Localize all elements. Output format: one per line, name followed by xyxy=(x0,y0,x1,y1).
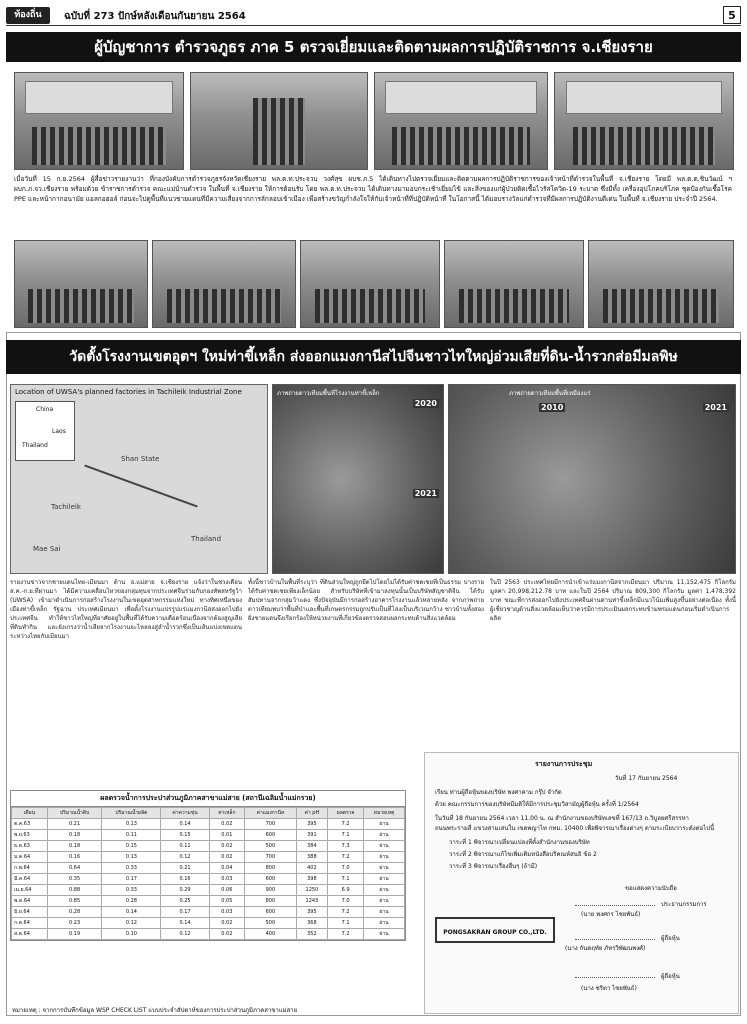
table-cell: 395 xyxy=(296,907,327,918)
table-cell: 7.2 xyxy=(328,929,364,940)
table-cell: 402 xyxy=(296,863,327,874)
table-cell: 0.18 xyxy=(47,830,102,841)
table-row xyxy=(12,874,405,885)
table-cell: 0.25 xyxy=(161,896,209,907)
table-cell: 0.06 xyxy=(209,885,244,896)
table-cell: 7.0 xyxy=(328,896,364,907)
table-cell: 700 xyxy=(245,852,297,863)
table-cell: ผ่าน xyxy=(364,885,405,896)
doc-line-1: ในวันที่ 18 กันยายน 2564 เวลา 11.00 น. ณ สำนักงานของบริษัทเลขที่ 167/13 ถ.วิบูลยศรีสรรหา xyxy=(435,815,689,822)
table-cell: 0.21 xyxy=(47,819,102,830)
doc-date: วันที่ 17 กันยายน 2564 xyxy=(615,775,678,782)
table-cell: 0.02 xyxy=(209,918,244,929)
table-cell: 0.11 xyxy=(102,830,161,841)
table-cell: ผ่าน xyxy=(364,918,405,929)
table-header-cell: ค่าเหล็ก xyxy=(209,808,244,819)
doc-title: รายงานการประชุม xyxy=(535,760,593,768)
table-header-cell: ค่าความขุ่น xyxy=(161,808,209,819)
table-cell: 400 xyxy=(245,929,297,940)
table-cell: 0.14 xyxy=(161,918,209,929)
table-cell: 600 xyxy=(245,830,297,841)
table-cell: 600 xyxy=(245,907,297,918)
table-cell: 7.1 xyxy=(328,874,364,885)
table-cell: มี.ค.64 xyxy=(12,874,48,885)
table-cell: ม.ค.64 xyxy=(12,852,48,863)
table-header-cell: ผลตรวจ xyxy=(328,808,364,819)
story2-column-3: ในปี 2563 ประเทศไทยมีการนำเข้าแร่แมงกานีสจากเมียนมา ปริมาณ 11,152,475 กิโลกรัม มูลค่า 20,998,212.78 บาท และในปี 2564 ปริมาณ 809,300 กิโลกรัม มูลค่า 1,478,392 บาท ขณะที่การส่งออกไปยังประเทศจีนผ่านด่านท่าขี้เหล็กมีแนวโน้มเพิ่มสูงขึ้นอย่างต่อเนื่อง ทั้งนี้ผู้เชี่ยวชาญด้านสิ่งแวดล้อมเห็นว่าควรมีการประเมินผลกระทบข้ามพรมแดนก่อนเริ่มดำเนินการผลิต xyxy=(490,579,736,622)
table-cell: เม.ย.64 xyxy=(12,885,48,896)
photo-salute xyxy=(190,72,368,170)
table-row xyxy=(12,819,405,830)
photo-meeting xyxy=(14,72,184,170)
table-header-cell: ปริมาณน้ำดิบ xyxy=(47,808,102,819)
table-cell: 800 xyxy=(245,863,297,874)
table-cell: 1243 xyxy=(296,896,327,907)
table-cell: 0.17 xyxy=(102,874,161,885)
table-cell: 0.13 xyxy=(102,819,161,830)
doc-line-2: ถนนพระรามสี่ แขวงสามเสนใน เขตพญาไท กทม. 10400 เพื่อพิจารณาเรื่องต่างๆ ตามระเบียบวาระดังต่อไปนี้ xyxy=(435,825,715,832)
table-cell: 0.28 xyxy=(47,907,102,918)
doc-agenda-3: วาระที่ 3 พิจารณาเรื่องอื่นๆ (ถ้ามี) xyxy=(449,863,538,870)
water-quality-table xyxy=(10,790,406,941)
table-cell: 0.29 xyxy=(161,885,209,896)
table-cell: มิ.ย.64 xyxy=(12,907,48,918)
inset-map xyxy=(15,401,75,461)
table-cell: ผ่าน xyxy=(364,896,405,907)
signature-line-3 xyxy=(575,977,655,978)
label-shan-state: Shan State xyxy=(121,455,160,463)
table-cell: ผ่าน xyxy=(364,841,405,852)
table-cell: 388 xyxy=(296,852,327,863)
table-cell: 0.04 xyxy=(209,863,244,874)
sat2-year-right: 2021 xyxy=(704,403,727,412)
table-row xyxy=(12,896,405,907)
table-cell: 398 xyxy=(296,874,327,885)
table-row xyxy=(12,830,405,841)
table-cell: 0.18 xyxy=(47,841,102,852)
table-row xyxy=(12,918,405,929)
table-cell: ผ่าน xyxy=(364,852,405,863)
story2-column-2: ทั้งนี้ชาวบ้านในพื้นที่ระบุว่า ที่ดินส่วนใหญ่ถูกยึดไปโดยไม่ได้รับค่าชดเชยที่เป็นธรรม บางรายได้รับค่าชดเชยเพียงเล็กน้อย สำหรับบริษัทที่เข้ามาลงทุนนั้นเป็นบริษัทสัญชาติจีน ได้รับสัมปทานจากกลุ่มว้าแดง ซึ่งปัจจุบันมีการก่อสร้างอาคารโรงงานแล้วหลายหลัง จากภาพถ่ายดาวเทียมพบว่าพื้นที่ป่าและพื้นที่เกษตรกรรมถูกปรับเป็นที่โล่งเป็นบริเวณกว้าง ชาวบ้านทั้งสองฝั่งชายแดนจึงเรียกร้องให้หน่วยงานที่เกี่ยวข้องตรวจสอบผลกระทบด้านสิ่งแวดล้อม xyxy=(248,579,484,622)
table-cell: 500 xyxy=(245,918,297,929)
table-cell: 1250 xyxy=(296,885,327,896)
table-row xyxy=(12,863,405,874)
table-cell: 0.03 xyxy=(209,874,244,885)
table-cell: ผ่าน xyxy=(364,874,405,885)
story1-headline: ผู้บัญชาการ ตำรวจภูธร ภาค 5 ตรวจเยี่ยมและติดตามผลการปฏิบัติราชการ จ.เชียงราย xyxy=(6,32,741,62)
table-cell: 0.14 xyxy=(102,907,161,918)
table-cell: 0.33 xyxy=(102,863,161,874)
table-cell: 0.01 xyxy=(209,830,244,841)
table-cell: ผ่าน xyxy=(364,929,405,940)
table-cell: 0.02 xyxy=(209,852,244,863)
satellite-image-1 xyxy=(272,384,444,574)
story2-column-1: รายงานข่าวจากชายแดนไทย-เมียนมา ด้าน อ.แม่สาย จ.เชียงราย แจ้งว่าในช่วงเดือน ส.ค.-ก.ย.ที่ผ่านมา ได้มีความเคลื่อนไหวของกลุ่มทุนจากประเทศจีนร่วมกับกองทัพสหรัฐว้า (UWSA) เข้ามาดำเนินการก่อสร้างโรงงานในเขตอุตสาหกรรมแห่งใหม่ ทางทิศเหนือของเมืองท่าขี้เหล็ก รัฐฉาน ประเทศเมียนมา เพื่อตั้งโรงงานแปรรูปแร่แมงกานีสส่งออกไปยังประเทศจีน ทำให้ชาวไทใหญ่ที่อาศัยอยู่ในพื้นที่ได้รับความเดือดร้อนเนื่องจากต้องสูญเสียที่ดินทำกิน และยังเกรงว่าน้ำเสียจากโรงงานจะไหลลงสู่ลำน้ำรวกซึ่งเป็นเส้นแบ่งเขตแดนระหว่างไทยกับเมียนมา xyxy=(10,579,242,640)
table-cell: ส.ค.64 xyxy=(12,929,48,940)
table-header-cell: เดือน xyxy=(12,808,48,819)
label-laos: Laos xyxy=(52,428,66,435)
table-cell: พ.ค.64 xyxy=(12,896,48,907)
table-cell: 395 xyxy=(296,819,327,830)
table-cell: ต.ค.63 xyxy=(12,819,48,830)
table-cell: 391 xyxy=(296,830,327,841)
label-tachileik: Tachileik xyxy=(51,503,81,511)
photo-row2-1 xyxy=(14,240,148,328)
sig3-role: ผู้ถือหุ้น xyxy=(661,973,680,980)
doc-closing: ขอแสดงความนับถือ xyxy=(625,885,677,892)
table-cell: 0.64 xyxy=(47,863,102,874)
photo-row2-3 xyxy=(300,240,440,328)
page-header xyxy=(6,6,741,26)
table-footnote: หมายเหตุ : จากการบันทึกข้อมูล WSP CHECK LIST แบบประจำสัปดาห์ของการประปาส่วนภูมิภาคสาขาแม่สาย xyxy=(12,1007,298,1014)
table-cell: 0.05 xyxy=(209,896,244,907)
table-cell: 0.21 xyxy=(161,863,209,874)
table-cell: 0.12 xyxy=(161,852,209,863)
sig1-role: ประธานกรรมการ xyxy=(661,901,707,908)
company-stamp xyxy=(435,917,555,943)
photo-group-2 xyxy=(554,72,734,170)
doc-agenda-1: วาระที่ 1 พิจารณาเปลี่ยนแปลงที่ตั้งสำนักงานของบริษัท xyxy=(449,839,590,846)
doc-to: เรียน ท่านผู้ถือหุ้นของบริษัท พงศาคาม กรุ๊ป จำกัด xyxy=(435,789,562,796)
table-cell: ก.ค.64 xyxy=(12,918,48,929)
table-cell: 0.15 xyxy=(102,841,161,852)
table-row xyxy=(12,885,405,896)
table-cell: 7.1 xyxy=(328,830,364,841)
stamp-text: PONGSAKRAN GROUP CO.,LTD. xyxy=(443,929,547,936)
table-cell: 0.14 xyxy=(161,819,209,830)
table-cell: 0.03 xyxy=(209,907,244,918)
table-cell: ก.พ.64 xyxy=(12,863,48,874)
table-cell: 7.3 xyxy=(328,841,364,852)
map-title: Location of UWSA's planned factories in Tachileik Industrial Zone xyxy=(15,388,242,396)
table-cell: 0.10 xyxy=(102,929,161,940)
table-cell: 0.33 xyxy=(102,885,161,896)
table-cell: ผ่าน xyxy=(364,907,405,918)
table-cell: ผ่าน xyxy=(364,819,405,830)
table-cell: 0.11 xyxy=(161,841,209,852)
table-cell: 7.2 xyxy=(328,907,364,918)
table-cell: 0.02 xyxy=(209,841,244,852)
table-cell: ผ่าน xyxy=(364,830,405,841)
table-cell: 700 xyxy=(245,819,297,830)
story1-caption: เมื่อวันที่ 15 ก.ย.2564 ผู้สื่อข่าวรายงานว่า ที่กองบังคับการตำรวจภูธรจังหวัดเชียงราย พล.ต.ท.ประจวบ วงศ์สุข ผบช.ภ.5 ได้เดินทางไปตรวจเยี่ยมและติดตามผลการปฏิบัติราชการของเจ้าหน้าที่ตำรวจในพื้นที่ จ.เชียงราย โดยมี พล.ต.ต.ชินวัฒน์ ฯ ผบก.ภ.จว.เชียงราย พร้อมด้วย ข้าราชการตำรวจ คณะแม่บ้านตำรวจ ในพื้นที่ จ.เชียงราย ให้การต้อนรับ โดย พล.ต.ท.ประจวบ ได้เดินทางมามอบกระเช้าเยี่ยมไข้ และสิ่งของแก่ผู้ป่วยติดเชื้อไวรัสโควิด-19 ระบาด ซึ่งมีทั้ง เครื่องอุปโภคบริโภค ชุดป้องกันเชื้อโรค PPE และหน้ากากอนามัย แอลกอฮอล์ ก่อนจะไปดูพื้นที่แนวชายแดนที่มีความเสี่ยงจากการลักลอบเข้าเมือง เพื่อสร้างขวัญกำลังใจให้กับเจ้าหน้าที่ที่ปฏิบัติหน้าที่ ในโอกาสนี้ ได้มอบรางวัลแก่ตำรวจที่มีผลการปฏิบัติงานดีเด่น ในพื้นที่ จ.เชียงราย ประจำปี 2564. xyxy=(14,175,732,203)
table-cell: 0.28 xyxy=(102,896,161,907)
table-cell: 368 xyxy=(296,918,327,929)
photo-row2-5 xyxy=(588,240,734,328)
table-cell: 0.12 xyxy=(102,918,161,929)
table-cell: พ.ย.63 xyxy=(12,830,48,841)
table-header-cell: ค่าแมงกานีส xyxy=(245,808,297,819)
table-row xyxy=(12,841,405,852)
signature-line-1 xyxy=(575,905,655,906)
table-cell: 600 xyxy=(245,874,297,885)
photo-row2-2 xyxy=(152,240,296,328)
table-cell: 7.0 xyxy=(328,863,364,874)
table-cell: ผ่าน xyxy=(364,863,405,874)
table-cell: 0.02 xyxy=(209,929,244,940)
table-cell: 0.02 xyxy=(209,819,244,830)
table-cell: 384 xyxy=(296,841,327,852)
label-thailand: Thailand xyxy=(191,535,222,543)
border-line xyxy=(84,465,197,508)
photo-row2-4 xyxy=(444,240,584,328)
table-header-cell: ปริมาณน้ำผลิต xyxy=(102,808,161,819)
table-body xyxy=(12,819,405,940)
sat1-year-bottom: 2021 xyxy=(414,489,437,498)
table-cell: 0.13 xyxy=(102,852,161,863)
label-mae-sai: Mae Sai xyxy=(33,545,61,553)
sat2-year-left: 2010 xyxy=(541,403,564,412)
table-cell: 7.2 xyxy=(328,852,364,863)
table-header-cell: หมายเหตุ xyxy=(364,808,405,819)
sat1-year-top: 2020 xyxy=(414,399,437,408)
sig3-name: (นาง ชริตา ไชยพันธ์) xyxy=(581,985,637,992)
table-cell: 0.23 xyxy=(47,918,102,929)
story2-headline: วัดตั้งโรงงานเขตอุตฯ ใหม่ท่าขี้เหล็ก ส่งออกแมงกานีสไปจีนชาวไทใหญ่อ่วมเสียที่ดิน-น้ำรวกส่อมีมลพิษ xyxy=(6,340,741,374)
table-cell: 900 xyxy=(245,885,297,896)
table-cell: 0.19 xyxy=(47,929,102,940)
signature-line-2 xyxy=(575,939,655,940)
table-cell: 0.35 xyxy=(47,874,102,885)
location-map xyxy=(10,384,268,574)
table-cell: 6.9 xyxy=(328,885,364,896)
table-cell: 0.88 xyxy=(47,885,102,896)
sig1-name: (นาย พงศกร ไชยพันธ์) xyxy=(581,911,641,918)
label-thailand-inset: Thailand xyxy=(22,442,48,449)
newspaper-logo: ท้องถิ่น xyxy=(6,7,50,24)
sig2-role: ผู้ถือหุ้น xyxy=(661,935,680,942)
table-cell: 800 xyxy=(245,896,297,907)
water-table-grid xyxy=(11,807,405,940)
sig2-name: (นาง กันตฤทัย ภัทรวิพัฒนพงศ์) xyxy=(565,945,646,952)
table-cell: 0.85 xyxy=(47,896,102,907)
table-cell: 0.16 xyxy=(47,852,102,863)
table-cell: 7.2 xyxy=(328,819,364,830)
table-cell: 0.12 xyxy=(161,929,209,940)
doc-subject: ด้วย คณะกรรมการของบริษัทมีมติให้มีการประชุมวิสามัญผู้ถือหุ้น ครั้งที่ 1/2564 xyxy=(435,801,639,808)
table-row xyxy=(12,907,405,918)
table-cell: 0.16 xyxy=(161,874,209,885)
table-cell: 352 xyxy=(296,929,327,940)
satellite-image-2 xyxy=(448,384,736,574)
table-row xyxy=(12,852,405,863)
sat1-title: ภาพถ่ายดาวเทียมพื้นที่โรงงานท่าขี้เหล็ก xyxy=(277,390,380,397)
table-cell: 500 xyxy=(245,841,297,852)
issue-line: ฉบับที่ 273 ปักษ์หลังเดือนกันยายน 2564 xyxy=(64,11,246,22)
table-cell: 0.17 xyxy=(161,907,209,918)
page-number: 5 xyxy=(723,6,741,24)
meeting-notice-document xyxy=(424,752,739,1014)
doc-agenda-2: วาระที่ 2 พิจารณาแก้ไขเพิ่มเติมหนังสือบริคณห์สนธิ ข้อ 2 xyxy=(449,851,597,858)
table-cell: 7.1 xyxy=(328,918,364,929)
photo-group-1 xyxy=(374,72,548,170)
table-title: ผลตรวจน้ำการประปาส่วนภูมิภาคสาขาแม่สาย (สถานีเฉลิมน้ำแม่กรวย) xyxy=(11,791,405,807)
sat2-title: ภาพถ่ายดาวเทียมพื้นที่เหมืองแร่ xyxy=(509,390,591,397)
table-cell: 0.15 xyxy=(161,830,209,841)
table-header-row xyxy=(12,808,405,819)
table-header-cell: ค่า pH xyxy=(296,808,327,819)
table-cell: ธ.ค.63 xyxy=(12,841,48,852)
label-china: China xyxy=(36,406,54,413)
table-row xyxy=(12,929,405,940)
